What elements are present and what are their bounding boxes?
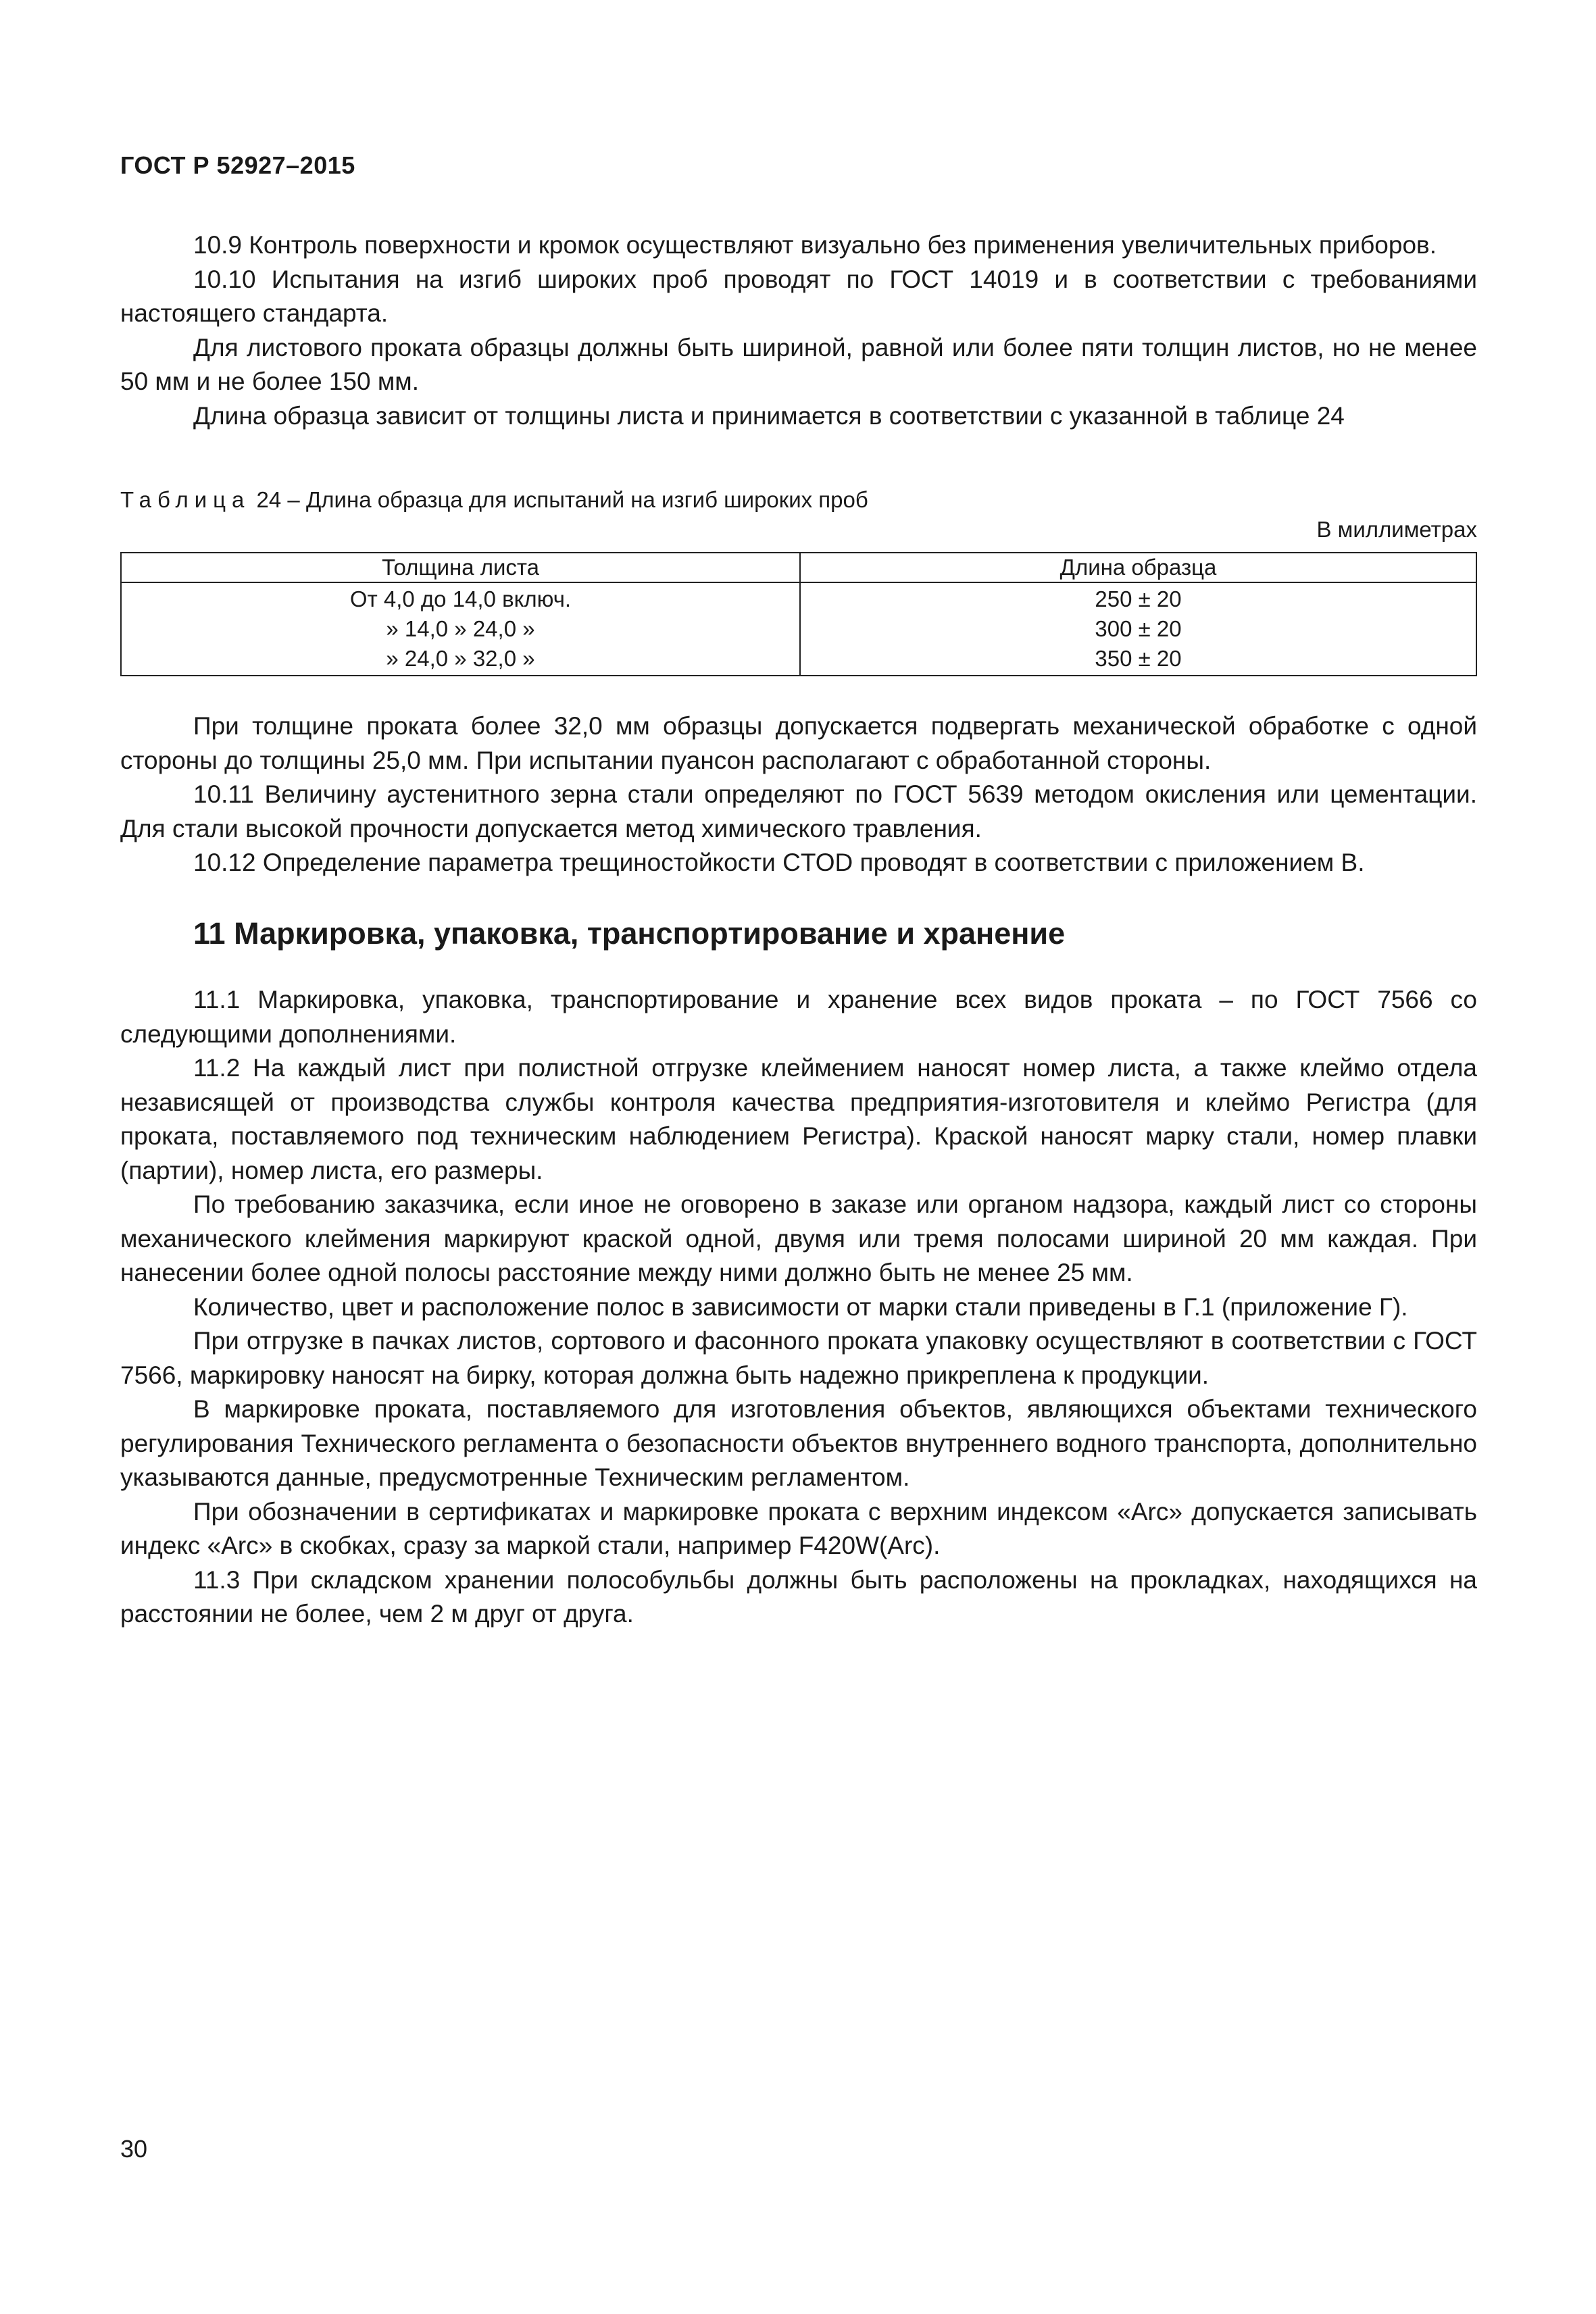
top-text-block [120,228,1477,433]
table-caption-text: 24 – Длина образца для испытаний на изгиб широких проб [250,487,868,512]
paragraph: 10.9 Контроль поверхности и кромок осуществляют визуально без применения увеличительных приборов. [193,231,1437,259]
table-cell: » 14,0 » 24,0 » [386,616,535,641]
paragraph: Количество, цвет и расположение полос в зависимости от марки стали приведены в Г.1 (приложение Г). [193,1292,1408,1321]
paragraph: 11.3 При складском хранении полособульбы должны быть расположены на прокладках, находящихся на расстоянии не более, чем 2 м друг от друга. [120,1565,1477,1628]
table-cell: 300 ± 20 [1095,616,1182,641]
section-text-block [120,983,1477,1632]
table-caption-word: Таблица [120,487,251,512]
table-header-row [121,553,1476,582]
paragraph: 10.12 Определение параметра трещиностойкости CTOD проводят в соответствии с приложением В. [193,849,1365,876]
section-heading: 11 Маркировка, упаковка, транспортирование и хранение [193,916,1066,951]
column-header-length: Длина образца [800,553,1476,582]
paragraph: Длина образца зависит от толщины листа и принимается в соответствии с указанной в таблице 24 [193,401,1345,430]
paragraph: При толщине проката более 32,0 мм образцы допускается подвергать механической обработке с одной стороны до толщины 25,0 мм. При испытании пуансон располагают с обработанной стороны. [120,712,1477,774]
table-row [121,582,1476,676]
thickness-column-cell [121,582,800,676]
table-cell: 250 ± 20 [1095,586,1182,611]
paragraph: Для листового проката образцы должны быть шириной, равной или более пяти толщин листов, но не менее 50 мм и не более 150 мм. [120,333,1477,395]
paragraph: 11.1 Маркировка, упаковка, транспортирование и хранение всех видов проката – по ГОСТ 7566 со следующими дополнениями. [120,986,1477,1048]
paragraph: По требованию заказчика, если иное не оговорено в заказе или органом надзора, каждый лист со стороны механического клеймения маркируют краской одной, двумя или тремя полосами шириной 20 мм каждая. При нанесении более одной полосы расстояние между ними должно быть не менее 25 мм. [120,1190,1477,1286]
paragraph: 10.11 Величину аустенитного зерна стали определяют по ГОСТ 5639 методом окисления или цементации. Для стали высокой прочности допускается метод химического травления. [120,780,1477,842]
table-caption [120,485,868,515]
paragraph: При отгрузке в пачках листов, сортового и фасонного проката упаковку осуществляют в соответствии с ГОСТ 7566, маркировку наносят на бирку, которая должна быть надежно прикреплена к продукции. [120,1327,1477,1389]
paragraph: 11.2 На каждый лист при полистной отгрузке клеймением наносят номер листа, а также клеймо отдела независящей от производства службы контроля качества предприятия-изготовителя и клеймо Регистра (для проката, поставляемого под техническим наблюдением Регистра). Краской наносят марку стали, номер плавки (партии), номер листа, его размеры. [120,1054,1477,1184]
column-header-thickness: Толщина листа [121,553,800,582]
specimen-length-table [120,552,1477,676]
table-cell: 350 ± 20 [1095,646,1182,671]
paragraph: В маркировке проката, поставляемого для изготовления объектов, являющихся объектами технического регулирования Технического регламента о безопасности объектов внутреннего водного транспорта, дополнительно указываются данные, предусмотренные Техническим регламентом. [120,1395,1477,1491]
paragraph: При обозначении в сертификатах и маркировке проката с верхним индексом «Arc» допускается записывать индекс «Arc» в скобках, сразу за маркой стали, например F420W(Arc). [120,1497,1477,1559]
document-header: ГОСТ Р 52927–2015 [120,151,355,179]
table-cell: » 24,0 » 32,0 » [386,646,535,671]
table-cell: От 4,0 до 14,0 включ. [349,586,572,611]
page-number: 30 [120,2135,148,2163]
length-column-cell [800,582,1476,676]
paragraph: 10.10 Испытания на изгиб широких проб проводят по ГОСТ 14019 и в соответствии с требованиями настоящего стандарта. [120,265,1477,327]
middle-text-block [120,709,1477,880]
table-units: В миллиметрах [1316,517,1477,542]
